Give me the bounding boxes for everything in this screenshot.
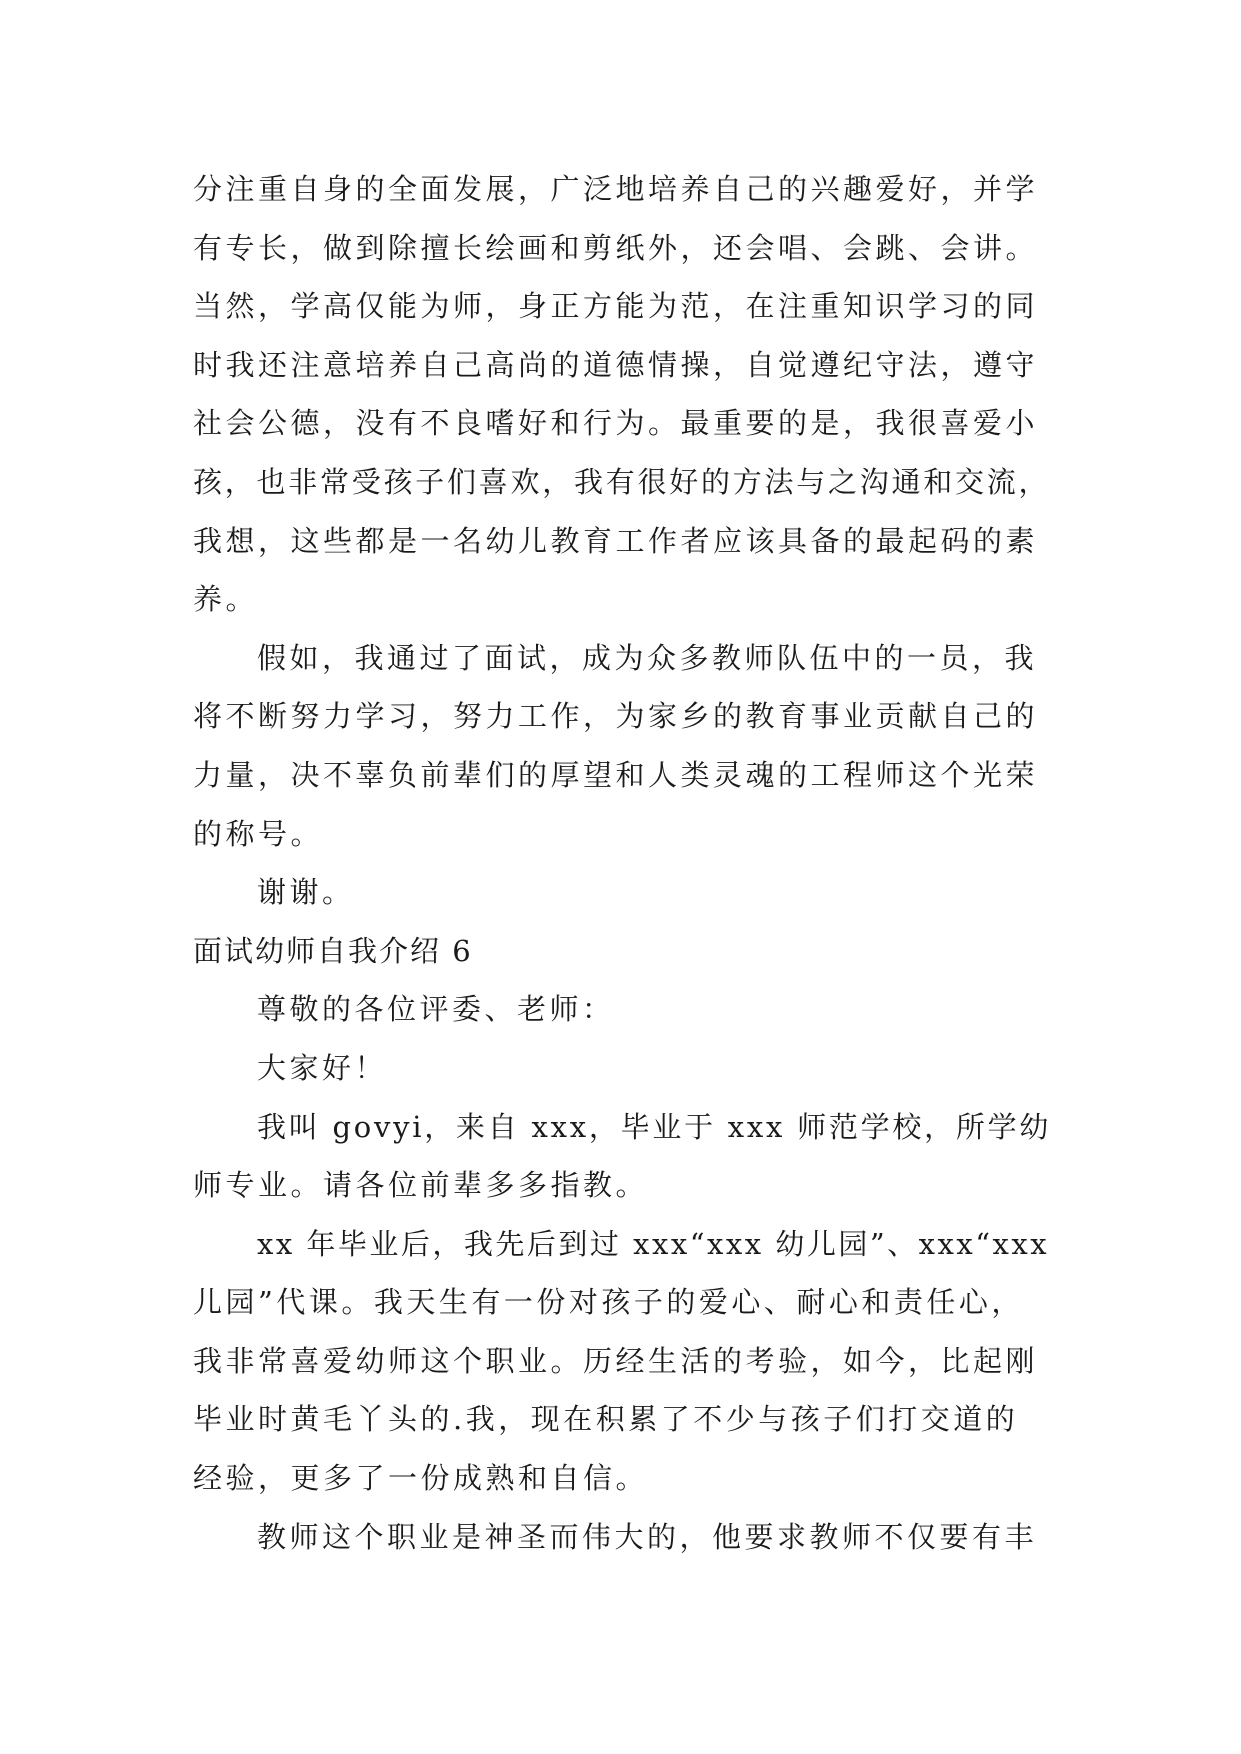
text-line: 有专长，做到除擅长绘画和剪纸外，还会唱、会跳、会讲。 xyxy=(193,230,1039,265)
text-line: 教师这个职业是神圣而伟大的，他要求教师不仅要有丰 xyxy=(257,1519,1038,1554)
document-body xyxy=(193,160,1053,1566)
text-line: 时我还注意培养自己高尚的道德情操，自觉遵纪守法，遵守 xyxy=(193,347,1039,382)
text-line: 我叫 govyi，来自 xxx，毕业于 xxx 师范学校，所学幼 xyxy=(257,1109,1052,1144)
text-line: 养。 xyxy=(193,582,259,617)
text-line: 经验，更多了一份成熟和自信。 xyxy=(193,1461,649,1496)
text-line: 儿园”代课。我天生有一份对孩子的爱心、耐心和责任心， xyxy=(193,1285,1024,1320)
text-line: 孩，也非常受孩子们喜欢，我有很好的方法与之沟通和交流， xyxy=(193,464,1051,499)
text-line: 分注重自身的全面发展，广泛地培养自己的兴趣爱好，并学 xyxy=(193,172,1039,206)
text-line: 假如，我通过了面试，成为众多教师队伍中的一员，我 xyxy=(257,640,1038,675)
text-line: 社会公德，没有不良嗜好和行为。最重要的是，我很喜爱小 xyxy=(193,406,1039,441)
text-line: 谢谢。 xyxy=(257,875,355,910)
text-line: 力量，决不辜负前辈们的厚望和人类灵魂的工程师这个光荣 xyxy=(193,757,1039,792)
text-line: 将不断努力学习，努力工作，为家乡的教育事业贡献自己的 xyxy=(193,699,1039,734)
text-line: 我想，这些都是一名幼儿教育工作者应该具备的最起码的素 xyxy=(193,523,1039,558)
text-line: 师专业。请各位前辈多多指教。 xyxy=(193,1168,649,1203)
text-line: 当然，学高仅能为师，身正方能为范，在注重知识学习的同 xyxy=(193,289,1039,324)
text-line: 大家好！ xyxy=(257,1050,388,1085)
section-heading: 面试幼师自我介绍 6 xyxy=(193,933,473,968)
text-line: xx 年毕业后，我先后到过 xxx“xxx 幼儿园”、xxx“xxx xyxy=(257,1226,1050,1261)
text-line: 的称号。 xyxy=(193,816,324,851)
text-line: 毕业时黄毛丫头的.我，现在积累了不少与孩子们打交道的 xyxy=(193,1402,1019,1437)
text-line: 我非常喜爱幼师这个职业。历经生活的考验，如今，比起刚 xyxy=(193,1343,1039,1378)
text-line: 尊敬的各位评委、老师： xyxy=(257,992,615,1027)
